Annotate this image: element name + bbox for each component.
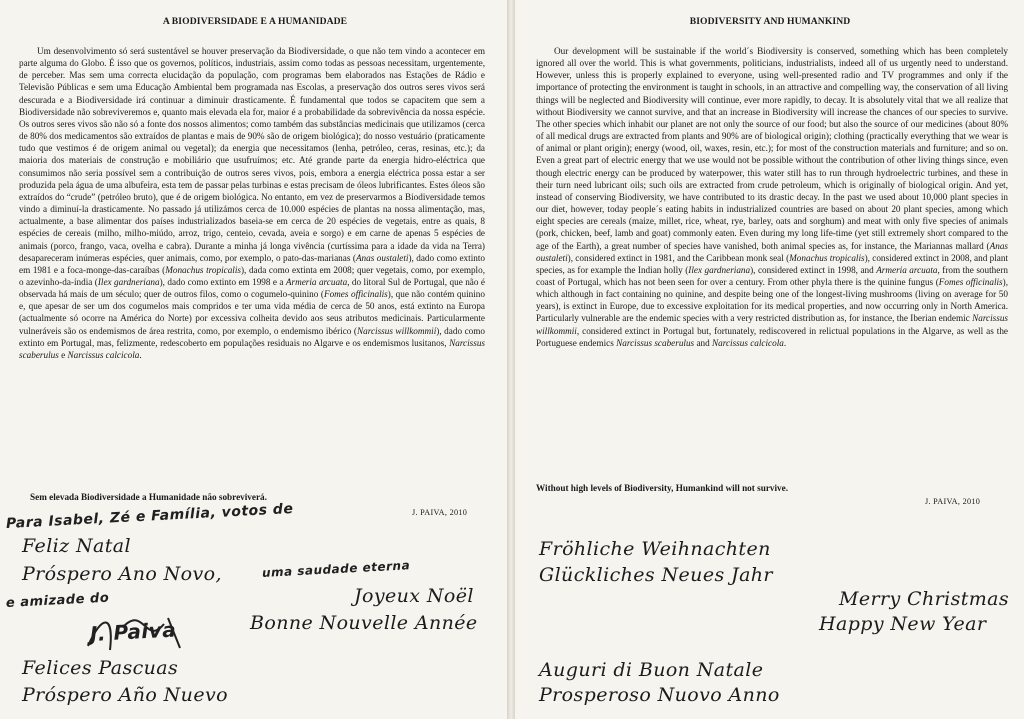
greeting-felices-pascuas: Felices Pascuas bbox=[22, 657, 179, 679]
page-title-en: BIODIVERSITY AND HUMANKIND bbox=[689, 16, 851, 27]
text-run: . bbox=[783, 337, 787, 348]
species-name: Monachus tropicalis bbox=[789, 252, 865, 263]
handwritten-signature: J. Paiva bbox=[89, 617, 177, 646]
greeting-merry-christmas: Merry Christmas bbox=[839, 588, 1010, 610]
text-run: ), que não contém quinino e, que apesar de ser um dos cogumelos mais compridos e ter uma vida média de cerca de 50 anos, está extinto na Europa (actualmente só ocorre na América do Norte) por excessiva colheita devido aos seus atributos medicinais. Particularmente vulneráveis são os endemismos de área restrita, como, por exemplo, o endemismo ibérico ( bbox=[19, 289, 485, 336]
text-run: Our development will be sustainable if the world´s Biodiversity is conserved, something which has been completely ignored all over the world. This is what governments, politicians, industrialists, indeed all of us urgently need to understand. However, unless this is properly explained to everyone, using well-presented radio and TV programmes and only if the importance of protecting the environment is taught in schools, in an attractive and compelling way, the conservation of all living things will be neglected and Biodiversity will continue, ever more rapidly, to decay. It is absolutely vital that we all realize that without Biodiversity we cannot survive, and that an increase in Biodiversity will increase the chances of our species to survive. The other species which inhabit our planet are not only the source of our food; but also the source of our medicines (about 80% of all medical drugs are extracted from plants and 90% are of biological origin); clothing (practically everything that we wear is of animal or plant origin); energy (wood, oil, waxes, resin, etc.); for most of the construction materials and furniture; and so on. Even a great part of electric energy that we use would not be possible without the contribution of other living things since, even though electric energy can be produced by waterpower, this water still has to run through hydroelectric turbines, and these in their turn need lubricant oils; such oils are extracted from crude petroleum, which is originally of biological origin. And yet, instead of conserving Biodiversity, we have contributed to its drastic decay. In the past we used about 10,000 plant species in our diet, however, today people´s eating habits in industrialized countries are based on about 20 plant species, among which eight species are cereals (maize, millet, rice, wheat, rye, barley, oats and sorghum) and meat with only five species of animals (pork, chicken, beef, lamb and goat) commonly eaten. Even during my long life-time (yet still extremely short compared to the age of the Earth), a great number of species have vanished, both animal species as, for instance, the Mariannas mallard ( bbox=[536, 46, 1008, 251]
text-run: . bbox=[139, 349, 142, 360]
author-signature-pt: J. PAIVA, 2010 bbox=[412, 508, 468, 517]
handwritten-note: uma saudade eterna bbox=[261, 558, 411, 580]
text-run: ), dado como extinto em 1998 e a bbox=[159, 276, 286, 287]
text-run: , do litoral Sul de Portugal, que não é observada há mais de um século; quer de outros filos, como o cogumelo-quinino ( bbox=[19, 276, 485, 300]
species-name: Narcissus willkommii bbox=[536, 313, 1008, 336]
greeting-auguri-di-buon-natale: Auguri di Buon Natale bbox=[539, 659, 764, 681]
greeting-bonne-nouvelle-annee: Bonne Nouvelle Année bbox=[250, 612, 478, 634]
species-name: Narcissus calcicola bbox=[712, 337, 784, 348]
species-name: Anas oustaleti bbox=[355, 252, 409, 263]
species-name: Monachus tropicalis bbox=[165, 264, 241, 275]
species-name: Armeria arcuata bbox=[285, 276, 348, 287]
text-run: , from the southern coast of Portugal, which has not been seen for over a century. From other phyla there is the quinine fungus ( bbox=[536, 264, 1008, 287]
page-gutter bbox=[507, 0, 515, 719]
text-run: ), considered extinct in 1998, and bbox=[750, 264, 877, 275]
greeting-happy-new-year: Happy New Year bbox=[819, 613, 987, 635]
species-name: Armeria arcuata bbox=[876, 264, 938, 275]
species-name: Ilex gardneriana bbox=[97, 276, 160, 287]
article-body-pt bbox=[19, 45, 485, 361]
greeting-feliz-natal: Feliz Natal bbox=[22, 535, 131, 557]
signature-scribble bbox=[84, 606, 204, 656]
handwritten-dedication: Para Isabel, Zé e Família, votos de bbox=[5, 500, 294, 532]
page-title-pt: A BIODIVERSIDADE E A HUMANIDADE bbox=[162, 16, 348, 27]
closing-statement-en: Without high levels of Biodiversity, Humankind will not survive. bbox=[536, 483, 789, 493]
text-run: ), dado como extinto em 1981 e a foca-monge-das-caraíbas ( bbox=[19, 252, 485, 275]
text-run: ), considered extinct in 2008, and plant species, as for example the Indian holly ( bbox=[536, 252, 1008, 275]
text-run: ), considered extinct in 1981, and the Caribbean monk seal ( bbox=[567, 252, 790, 263]
text-run: ), dada como extinta em 2008; quer vegetais, como, por exemplo, o azevinho-da-índia ( bbox=[19, 264, 485, 287]
text-run: Um desenvolvimento só será sustentável se houver preservação da Biodiversidade, o que não tem vindo a acontecer em parte alguma do Globo. É isso que os governos, políticos, industriais, assim como todas as pessoas necessitam, urgentemente, de perceber. Mas sem uma correcta elucidação da população, com programas bem elaborados nas Estações de Rádio e Televisão Públicas e sem uma Educação Ambiental bem programada nas Escolas, a preservação dos outros seres vivos será descurada e a Biodiversidade irá continuar a diminuir drasticamente. É fundamental que todos se capacitem que sem a Biodiversidade não sobreviveremos e, quanto mais elevada ela for, maior é a probabilidade da sobrevivência da nossa espécie. Os outros seres vivos são não só a fonte dos nossos alimentos; como também das substâncias medicinais que utilizamos (cerca de 80% dos medicamentos são extraídos de plantas e mais de 90% são de origem biológica); do nosso vestuário (praticamente tudo que vestimos é de origem animal ou vegetal); da energia que necessitamos (lenha, petróleo, ceras, resinas, etc.); da maioria dos materiais de construção e mobiliário que usufruímos; etc. Até grande parte da energia hidro-eléctrica que consumimos não seria possível sem a contribuição de outros seres vivos, pois, embora a energia eléctrica possa estar a ser produzida pela água de uma albufeira, esta tem de passar pelas turbinas e estas precisam de óleos lubrificantes. Estes óleos são extraídos do “crude” (petróleo bruto), que é de origem biológica. No entanto, em vez de preservarmos a Biodiversidade temos vindo a diminuí-la drasticamente. No passado já utilizámos cerca de 10.000 espécies de plantas na nossa alimentação, mas, actualmente, a base alimentar dos países industrializados baseia-se em cerca de 20 espécies de vegetais, entre as quais, 8 espécies de cereais (milho, milho-miúdo, arroz, trigo, centeio, cevada, aveia e sorgo) e em carne de apenas 5 espécies de animais (porco, frango, vaca, ovelha e cabra). Durante a minha já longa vivência (curtíssima para a idade da vida na Terra) desapareceram inúmeras espécies, quer animais, como, por exemplo, o pato-das-marianas ( bbox=[19, 46, 485, 263]
text-run: and bbox=[694, 337, 712, 348]
species-name: Ilex gardneriana bbox=[688, 264, 751, 275]
text-run: e bbox=[58, 349, 68, 360]
species-name: Fomes officinalis bbox=[323, 289, 388, 300]
greeting-prospero-ano-nuevo: Próspero Año Nuevo bbox=[22, 684, 228, 706]
greeting-frohliche-weihnachten: Fröhliche Weihnachten bbox=[539, 538, 771, 560]
handwritten-note-2: e amizade do bbox=[5, 590, 110, 611]
species-name: Narcissus willkommii bbox=[356, 325, 437, 336]
species-name: Anas oustaleti bbox=[536, 240, 1008, 263]
left-page-portuguese bbox=[0, 0, 507, 719]
species-name: Narcissus scaberulus bbox=[19, 337, 485, 360]
text-run: ), which although in fact containing no quinine, and despite being one of the longest-living mushrooms (living on average for 50 years), is extinct in Europe, due to excessive exploitation for its medical properties, and now occurring only in North America. Particularly vulnerable are the endemic species with a very restricted distribution as, for instance, the Iberian endemic bbox=[536, 276, 1008, 324]
greeting-prosperoso-nuovo-anno: Prosperoso Nuovo Anno bbox=[539, 684, 780, 706]
text-run: , considered extinct in Portugal but, fortunately, rediscovered in relictual populations in the Algarve, as well as the Portuguese endemics bbox=[536, 325, 1008, 348]
species-name: Narcissus calcicola bbox=[67, 349, 140, 360]
greeting-prospero-ano-novo: Próspero Ano Novo, bbox=[22, 563, 222, 585]
greeting-joyeux-noel: Joyeux Noël bbox=[354, 585, 474, 607]
species-name: Fomes officinalis bbox=[938, 276, 1003, 287]
author-signature-en: J. PAIVA, 2010 bbox=[925, 497, 981, 506]
closing-statement-pt: Sem elevada Biodiversidade a Humanidade não sobreviverá. bbox=[30, 492, 267, 502]
right-page-english bbox=[515, 0, 1024, 719]
species-name: Narcissus scaberulus bbox=[616, 337, 695, 348]
article-body-en bbox=[536, 45, 1008, 349]
text-run: ), dado como extinto em Portugal, mas, felizmente, redescoberto em populações residuais no Algarve e os endemismos lusitanos, bbox=[19, 325, 486, 348]
greeting-gluckliches-neues-jahr: Glückliches Neues Jahr bbox=[539, 564, 773, 586]
